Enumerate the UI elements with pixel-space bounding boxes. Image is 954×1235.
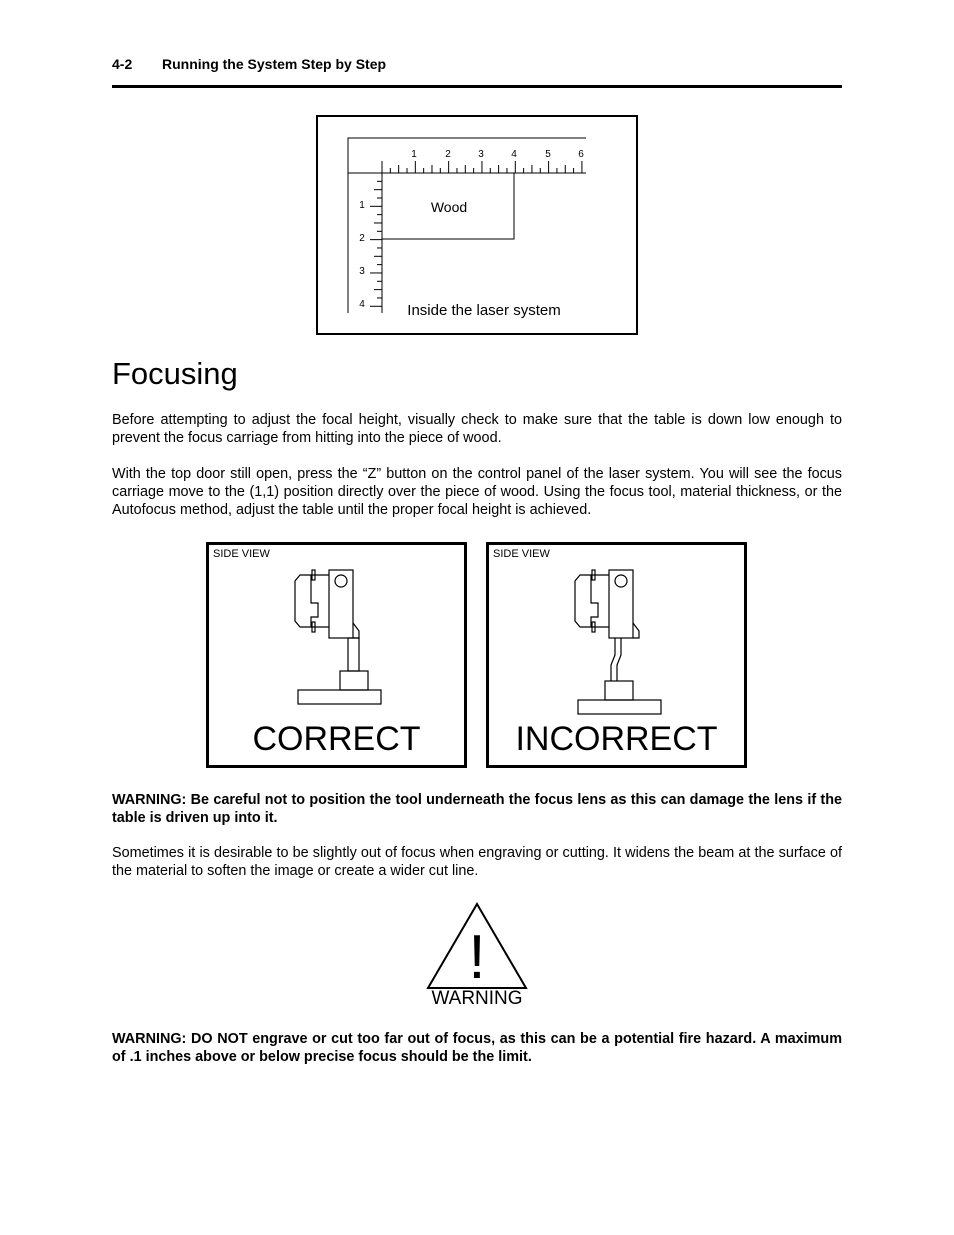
y-tick-4: 4 [359, 299, 365, 310]
y-tick-3: 3 [359, 266, 365, 277]
page-number: 4-2 [112, 56, 133, 72]
x-tick-5: 5 [545, 149, 551, 160]
side-view-caption: SIDE VIEW [493, 548, 550, 560]
header-title: Running the System Step by Step [162, 56, 387, 72]
warning-tool-position: WARNING: Be careful not to position the tool underneath the focus lens as this can damage the lens if the table is driven up into it. [112, 792, 842, 826]
ruler-diagram [318, 117, 636, 333]
x-tick-4: 4 [511, 149, 517, 160]
x-tick-3: 3 [478, 149, 484, 160]
warning-icon-label: WARNING [431, 988, 523, 1009]
warning-fire-hazard: WARNING: DO NOT engrave or cut too far out of focus, as this can be a potential fire hazard. A maximum of .1 inches above or below precise focus should be the limit. [112, 1031, 842, 1065]
y-tick-1: 1 [359, 200, 365, 211]
correct-label: CORRECT [252, 720, 421, 758]
y-ruler-ticks [370, 173, 382, 306]
x-tick-6: 6 [578, 149, 584, 160]
ruler-figure-caption: Inside the laser system [407, 302, 561, 319]
page-header [112, 56, 386, 72]
warning-icon [424, 900, 530, 1012]
side-view-caption: SIDE VIEW [213, 548, 270, 560]
exclamation-mark-icon: ! [468, 923, 486, 992]
paragraph-focus-procedure: With the top door still open, press the “Z” button on the control panel of the laser system. You will see the focus carriage move to the (1,1) position directly over the piece of wood. Using the focus tool, material thickness, or the Autofocus method, adjust the table until the proper focal height is achieved. [112, 466, 842, 518]
paragraph-table-check: Before attempting to adjust the focal height, visually check to make sure that the table is down low enough to prevent the focus carriage from hitting into the piece of wood. [112, 412, 842, 446]
section-title: Focusing [112, 356, 238, 391]
side-view-incorrect [486, 542, 747, 768]
incorrect-label: INCORRECT [515, 720, 718, 758]
side-view-correct [206, 542, 467, 768]
header-rule [112, 85, 842, 88]
x-tick-1: 1 [411, 149, 417, 160]
ruler-figure [316, 115, 638, 335]
x-ruler-ticks [382, 161, 582, 173]
paragraph-out-of-focus: Sometimes it is desirable to be slightly out of focus when engraving or cutting. It widens the beam at the surface of the material to soften the image or create a wider cut line. [112, 845, 842, 879]
y-tick-2: 2 [359, 233, 365, 244]
wood-label: Wood [430, 199, 468, 215]
x-tick-2: 2 [445, 149, 451, 160]
